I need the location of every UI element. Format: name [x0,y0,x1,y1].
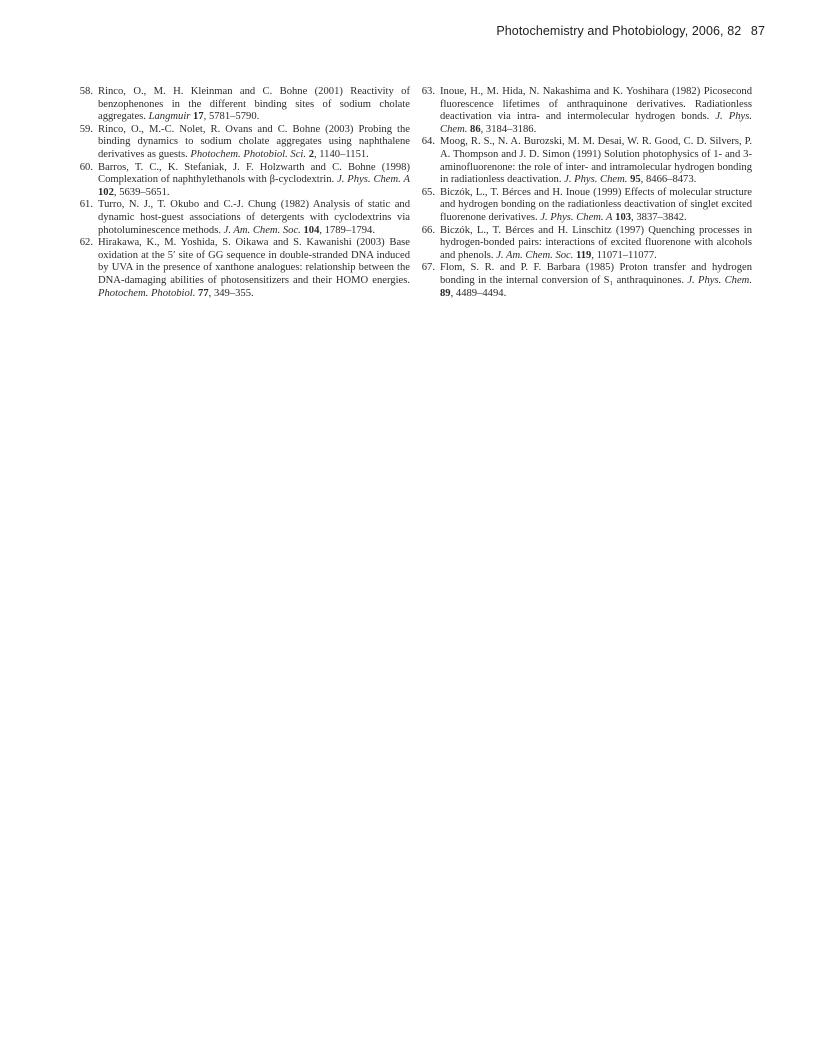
reference-authors-title: Inoue, H., M. Hida, N. Nakashima and K. Yoshihara (1982) Picosecond fluorescence lifetimes of anthraquinone derivatives. Radiationless deactivation via intra- and intermolecular hydrogen bonds. [440,86,752,123]
reference-number: 65. [421,186,435,198]
reference-entry [414,225,752,263]
reference-text [98,86,410,124]
reference-authors-title: Flom, S. R. and P. F. Barbara (1985) Proton transfer and hydrogen bonding in the internal conversion of S₁ anthraquinones. [440,262,752,286]
reference-journal: J. Phys. Chem. A [540,211,613,223]
reference-journal: Photochem. Photobiol. [98,287,196,299]
reference-pages: , 1789–1794. [319,224,375,236]
reference-entry [414,136,752,186]
references-column-left [72,86,410,300]
reference-volume: 77 [198,287,209,299]
reference-pages: , 4489–4494. [450,287,507,299]
reference-authors-title: Rinco, O., M. H. Kleinman and C. Bohne (2001) Reactivity of benzophenones in the different binding sites of sodium cholate aggregates. [98,86,410,123]
reference-pages: , 1140–1151. [313,148,369,160]
reference-number: 67. [421,262,435,274]
reference-number: 58. [79,86,93,97]
reference-text [98,199,410,237]
reference-journal: J. Am. Chem. Soc. [496,249,574,261]
reference-authors-title: Barros, T. C., K. Stefaniak, J. F. Holzwarth and C. Bohne (1998) Complexation of naphthylethanols with β-cyclodextrin. [98,161,410,186]
references-column-right [414,86,752,300]
reference-text [98,237,410,300]
reference-volume: 102 [98,186,114,198]
reference-number: 59. [79,123,93,135]
reference-volume: 95 [630,174,641,186]
reference-journal: J. Phys. Chem. [564,174,628,186]
reference-pages: , 5639–5651. [113,186,170,198]
reference-pages: , 349–355. [208,287,254,299]
reference-journal: J. Phys. Chem. [440,111,752,135]
reference-authors-title: Hirakawa, K., M. Yoshida, S. Oikawa and S. Kawanishi (2003) Base oxidation at the 5′ site of GG sequence in double-stranded DNA induced by UVA in the presence of xanthone analogues: relationship between the DNA-damaging abilities of photosensitizers and their HOMO energies. [98,237,410,286]
running-head [496,24,765,38]
page-number: 87 [750,24,765,38]
reference-text [440,86,752,136]
reference-journal: J. Am. Chem. Soc. [223,224,301,236]
reference-volume: 104 [303,224,320,236]
reference-entry [72,86,410,124]
reference-authors-title: Turro, N. J., T. Okubo and C.-J. Chung (1982) Analysis of static and dynamic host-guest associations of detergents with cyclodextrins via photoluminescence methods. [98,199,410,236]
reference-entry [414,187,752,225]
reference-text [440,262,752,300]
reference-authors-title: Moog, R. S., N. A. Burozski, M. M. Desai, W. R. Good, C. D. Silvers, P. A. Thompson and J. D. Simon (1991) Solution photophysics of 1- and 3-aminofluorenone: the role of inter- and intramolecular hydrogen bonding in radiationless deactivation. [440,136,752,186]
reference-authors-title: Biczók, L., T. Bérces and H. Inoue (1999) Effects of molecular structure and hydrogen bonding on the radiationless deactivation of singlet excited fluorenone derivatives. [440,186,752,223]
reference-entry [414,86,752,136]
reference-text [440,136,752,186]
reference-entry [414,262,752,300]
reference-journal: Langmuir [148,111,191,123]
reference-journal: J. Phys. Chem. [687,274,752,286]
reference-volume: 89 [440,287,451,299]
reference-journal: Photochem. Photobiol. Sci. [190,148,307,160]
reference-text [98,124,410,162]
reference-text [440,225,752,263]
journal-citation: Photochemistry and Photobiology, 2006, 82 [496,24,742,38]
reference-text [440,187,752,225]
reference-pages: , 11071–11077. [591,249,657,261]
reference-volume: 86 [470,123,481,135]
reference-number: 61. [79,199,93,211]
reference-number: 63. [421,86,435,97]
reference-number: 66. [421,224,435,236]
reference-pages: , 8466–8473. [640,174,697,186]
reference-volume: 119 [576,249,592,261]
reference-text [98,162,410,200]
reference-volume: 17 [193,111,204,123]
reference-entry [72,237,410,300]
reference-journal: J. Phys. Chem. A [337,174,410,186]
reference-number: 64. [421,136,435,148]
reference-authors-title: Rinco, O., M.-C. Nolet, R. Ovans and C. Bohne (2003) Probing the binding dynamics to sodium cholate aggregates using naphthalene derivatives as guests. [98,123,410,160]
reference-entry [72,162,410,200]
reference-pages: , 3837–3842. [631,211,687,223]
reference-entry [72,124,410,162]
reference-pages: , 3184–3186. [480,123,537,135]
reference-volume: 103 [615,211,632,223]
reference-number: 62. [79,237,93,249]
reference-entry [72,199,410,237]
reference-number: 60. [79,161,93,173]
reference-volume: 2 [308,148,314,160]
reference-authors-title: Biczók, L., T. Bérces and H. Linschitz (1997) Quenching processes in hydrogen-bonded pairs: interactions of excited fluorenone with alcohols and phenols. [440,224,752,261]
reference-pages: , 5781–5790. [203,111,260,123]
